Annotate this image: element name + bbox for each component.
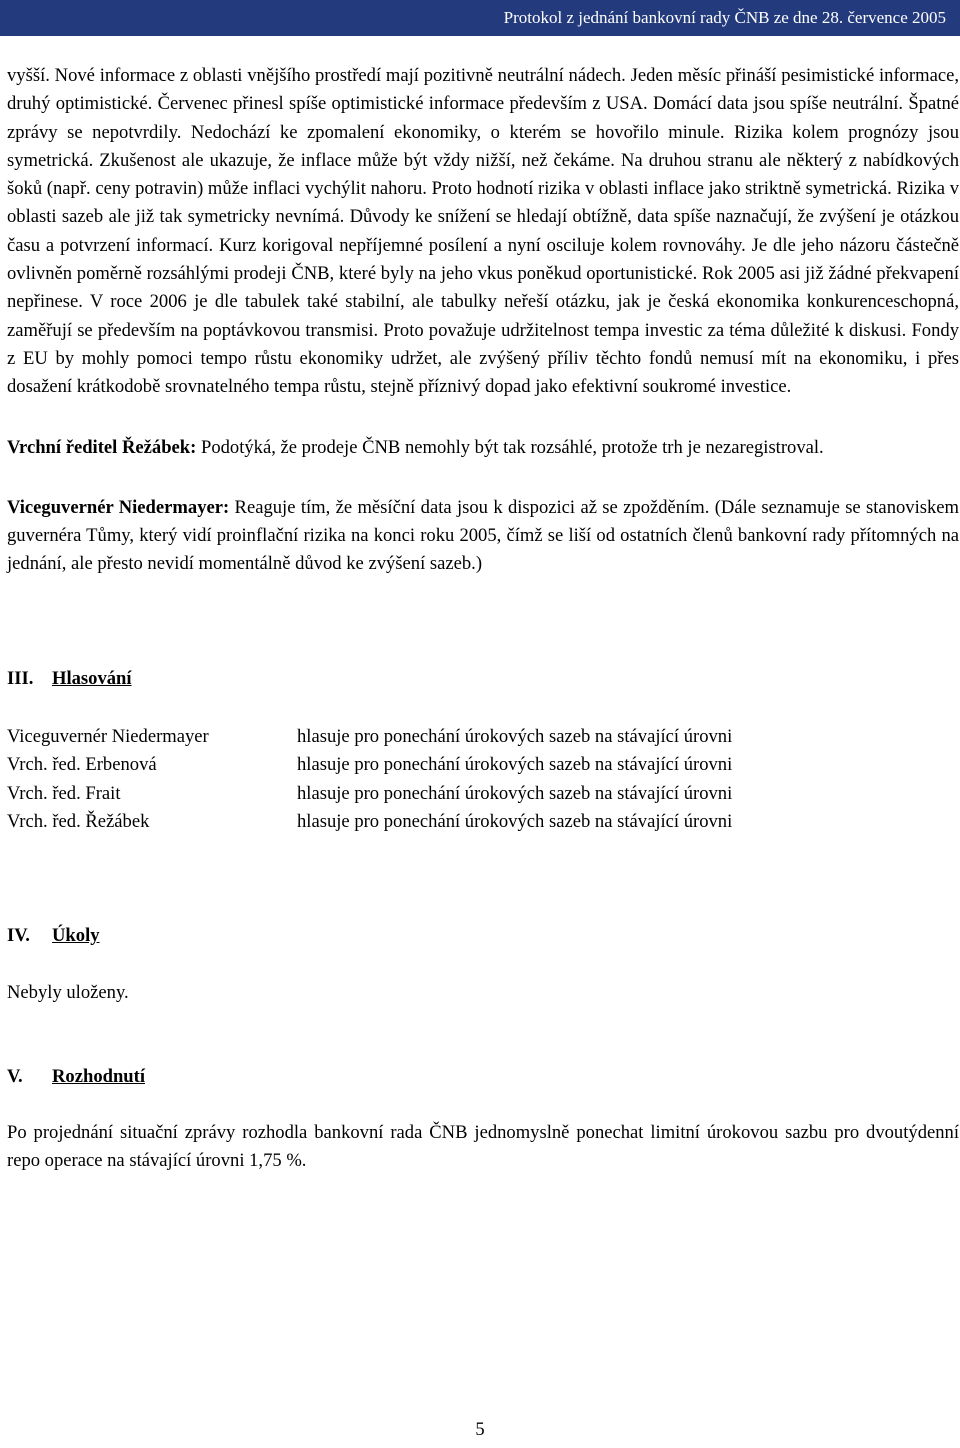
statement-paragraph <box>7 434 959 462</box>
section-heading-voting <box>7 665 959 693</box>
body-paragraph: vyšší. Nové informace z oblasti vnějšího prostředí mají pozitivně neutrální nádech. Jeden měsíc přináší pesimistické informace, druhý optimistické. Červenec přinesl spíše optimistické informace především z USA. Domácí data jsou spíše neutrální. Špatné zprávy se nepotvrdily. Nedochází ke zpomalení ekonomiky, o kterém se hovořilo minule. Rizika kolem prognózy jsou symetrická. Zkušenost ale ukazuje, že inflace může být vždy nižší, než čekáme. Na druhou stranu ale některý z nabídkových šoků (např. ceny potravin) může inflaci vychýlit nahoru. Proto hodnotí rizika v oblasti inflace jako striktně symetrická. Rizika v oblasti sazeb ale již tak symetricky nevnímá. Důvody ke snížení se hledají obtížně, data spíše naznačují, že zvýšení je otázkou času a potvrzení informací. Kurz korigoval nepříjemné posílení a nyní osciluje kolem rovnováhy. Je dle jeho názoru částečně ovlivněn poměrně rozsáhlými prodeji ČNB, které byly na jeho vkus poněkud oportunistické. Rok 2005 asi již žádné překvapení nepřinese. V roce 2006 je dle tabulek také stabilní, ale tabulky neřeší otázku, jak je česká ekonomika konkurenceschopná, zaměřují se především na poptávkovou transmisi. Proto považuje udržitelnost tempa investic za téma důležité k diskusi. Fondy z EU by mohly pomoci tempo růstu ekonomiky udržet, ale zvýšený příliv těchto fondů nemusí mít na ekonomiku, i přes dosažení krátkodobě srovnatelného tempa růstu, stejně příznivý dopad jako efektivní soukromé investice. <box>7 65 959 398</box>
decision-text: Po projednání situační zprávy rozhodla bankovní rada ČNB jednomyslně ponechat limitní úrokovou sazbu pro dvoutýdenní repo operace na stávající úrovni 1,75 %. <box>7 1122 959 1172</box>
statement-paragraph <box>7 494 959 579</box>
voter-name: Vrch. řed. Frait <box>7 782 121 804</box>
section-heading-decision <box>7 1063 959 1091</box>
tasks-text: Nebyly uloženy. <box>7 981 129 1003</box>
section-title: Rozhodnutí <box>52 1065 145 1087</box>
section-heading-tasks <box>7 922 959 950</box>
voter-name: Vrch. řed. Erbenová <box>7 754 157 776</box>
section-title: Hlasování <box>52 667 132 689</box>
voter-name: Viceguvernér Niedermayer <box>7 726 209 748</box>
vote-row <box>7 780 732 808</box>
vote-text: hlasuje pro ponechání úrokových sazeb na stávající úrovni <box>297 782 733 804</box>
vote-text: hlasuje pro ponechání úrokových sazeb na stávající úrovni <box>297 754 733 776</box>
section-title: Úkoly <box>52 925 100 947</box>
page-number: 5 <box>475 1419 485 1440</box>
vote-row <box>7 723 732 751</box>
document-header <box>0 0 960 36</box>
speaker-name: Viceguvernér Niedermayer: <box>7 496 230 518</box>
vote-row <box>7 751 732 779</box>
vote-table <box>7 723 732 836</box>
section-number: III. <box>7 667 34 689</box>
document-header-title: Protokol z jednání bankovní rady ČNB ze dne 28. července 2005 <box>503 8 946 27</box>
voter-name: Vrch. řed. Řežábek <box>7 810 150 832</box>
statement-text: Podotýká, že prodeje ČNB nemohly být tak rozsáhlé, protože trh je nezaregistroval. <box>196 436 824 458</box>
vote-text: hlasuje pro ponechání úrokových sazeb na stávající úrovni <box>297 810 733 832</box>
vote-row <box>7 808 732 836</box>
section-number: IV. <box>7 925 30 947</box>
vote-text: hlasuje pro ponechání úrokových sazeb na stávající úrovni <box>297 726 733 748</box>
section-number: V. <box>7 1065 23 1087</box>
statement-text: Reaguje tím, že měsíční data jsou k dispozici až se zpožděním. (Dále seznamuje se stanoviskem guvernéra Tůmy, který vidí proinflační rizika na konci roku 2005, čímž se liší od ostatních členů bankovní rady přítomných na jednání, ale přesto nevidí momentálně důvod ke zvýšení sazeb.) <box>7 496 959 575</box>
speaker-name: Vrchní ředitel Řežábek: <box>7 436 197 458</box>
document-page <box>7 62 959 1176</box>
